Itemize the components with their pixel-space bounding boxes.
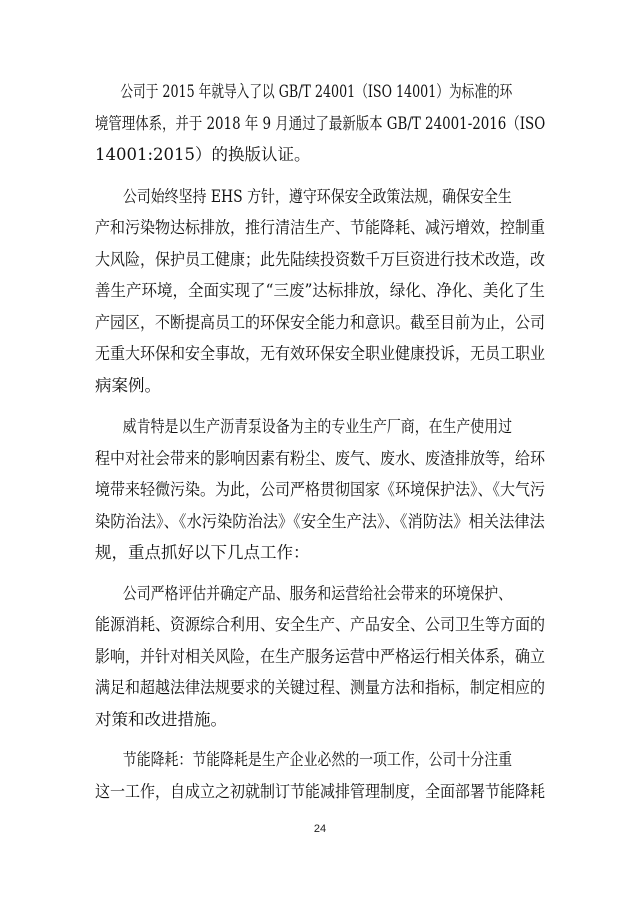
paragraph-ehs-policy (95, 181, 545, 402)
text-line: 影响，并针对相关风险，在生产服务运营中严格运行相关体系，确立 (95, 646, 546, 666)
text-line: 病案例。 (95, 375, 161, 395)
page-number: 24 (313, 823, 327, 835)
text-line: 程中对社会带来的影响因素有粉尘、废气、废水、废渣排放等，给环 (95, 448, 546, 468)
text-line: 境带来轻微污染。为此，公司严格贯彻国家《环境保护法》、《大气污 (95, 480, 546, 499)
text-line: 无重大环保和安全事故，无有效环保安全职业健康投诉，无员工职业 (95, 344, 546, 363)
text-line: 威肯特是以生产沥青泵设备为主的专业生产厂商，在生产使用过 (122, 417, 512, 436)
paragraph-iso-certification (95, 76, 545, 171)
text-line: 公司严格评估并确定产品、服务和运营给社会带来的环境保护、 (122, 583, 512, 603)
text-line: 善生产环境，全面实现了“三废”达标排放，绿化、净化、美化了生 (95, 281, 545, 300)
paragraph-energy-saving (95, 744, 545, 807)
text-line: 产和污染物达标排放，推行清洁生产、节能降耗、减污增效，控制重 (95, 218, 546, 237)
text-line: 公司于 2015 年就导入了以 GB/T 24001（ISO 14001）为标准的环 (120, 82, 513, 101)
text-line: 大风险，保护员工健康；此先陆续投资数千万巨资进行技术改造，改 (95, 249, 546, 269)
document-body (95, 76, 545, 807)
text-line: 能源消耗、资源综合利用、安全生产、产品安全、公司卫生等方面的 (95, 615, 546, 634)
paragraph-pollution-factors (95, 411, 545, 569)
paragraph-risk-assessment (95, 578, 545, 736)
text-line: 规，重点抓好以下几点工作： (95, 543, 310, 562)
text-line: 对策和改进措施。 (95, 709, 227, 729)
text-line: 公司始终坚持 EHS 方针，遵守环保安全政策法规，确保安全生 (122, 186, 512, 206)
text-line: 14001:2015）的换版认证。 (95, 145, 311, 164)
text-line: 产园区，不断提高员工的环保安全能力和意识。截至目前为止，公司 (95, 312, 546, 332)
text-line: 境管理体系，并于 2018 年 9 月通过了最新版本 GB/T 24001-2016（ISO (95, 113, 546, 133)
text-line: 这一工作，自成立之初就制订节能减排管理制度，全面部署节能降耗 (95, 781, 546, 801)
text-line: 满足和超越法律法规要求的关键过程、测量方法和指标，制定相应的 (95, 678, 546, 697)
text-line: 节能降耗：节能降耗是生产企业必然的一项工作，公司十分注重 (122, 750, 512, 769)
text-line: 染防治法》、《水污染防治法》《安全生产法》、《消防法》相关法律法 (95, 511, 545, 531)
